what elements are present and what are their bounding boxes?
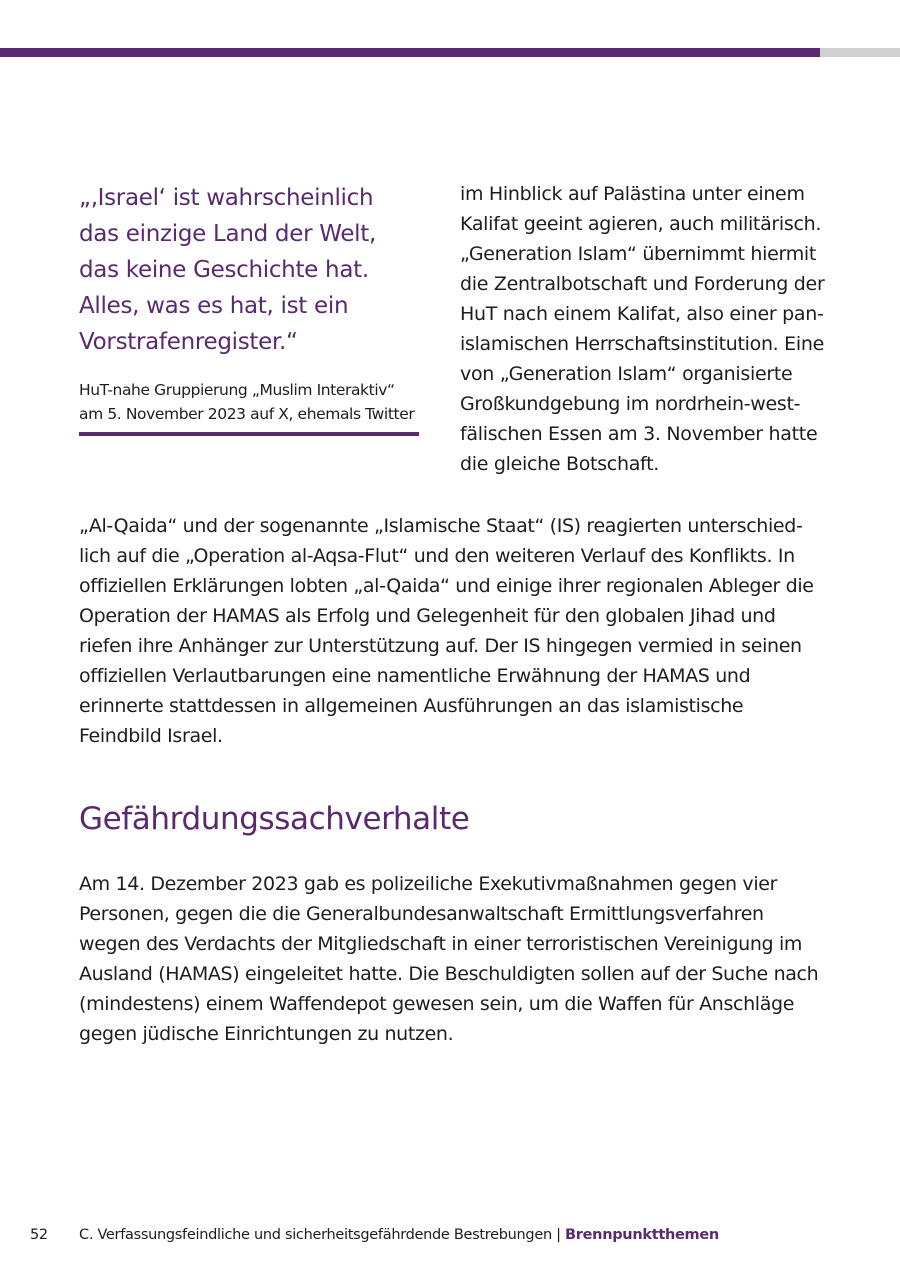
header-accent-bar bbox=[0, 48, 820, 57]
quote-text: „‚Israel‘ ist wahrscheinlich das einzige Land der Welt, das keine Geschichte hat. Alles, was es hat, ist ein Vorstrafenregister.“ bbox=[79, 185, 377, 355]
header-grey-bar bbox=[820, 48, 900, 57]
footer-section: Brennpunktthemen bbox=[565, 1227, 719, 1243]
footer-chapter: C. Verfassungsfeindliche und sicherheitsgefährdende Bestrebungen | bbox=[79, 1227, 566, 1243]
right-column-text: im Hinblick auf Palästina unter einem Kalifat geeint agieren, auch militärisch. „Generation Islam“ übernimmt hiermit die Zentralbotschaft und Forderung der HuT nach einem Kalifat, also einer panislamischen Herrschaftsinstitution. Eine von „Generation Islam“ organisierte Großkundgebung im nordrhein-westfälischen Essen am 3. November hatte die gleiche Botschaft. bbox=[460, 183, 825, 475]
pull-quote bbox=[79, 180, 419, 436]
section-heading: Gefährdungssachverhalte bbox=[79, 801, 470, 837]
quote-source: HuT-nahe Gruppierung „Muslim Interaktiv“ am 5. November 2023 auf X, ehemals Twitter bbox=[79, 381, 415, 423]
paragraph-alqaida: „Al-Qaida“ und der sogenannte „Islamische Staat“ (IS) reagierten unterschiedlich auf die „Operation al-Aqsa-Flut“ und den weiteren Verlauf des Konflikts. In offiziellen Erklärungen lobten „al-Qaida“ und einige ihrer regionalen Ableger die Operation der HAMAS als Erfolg und Gelegenheit für den globalen Jihad und riefen ihre Anhänger zur Unterstützung auf. Der IS hingegen vermied in seinen offiziellen Verlautbarungen eine namentliche Erwähnung der HAMAS und erinnerte stattdessen in allgemeinen Ausführungen an das islamistische Feindbild Israel. bbox=[79, 515, 814, 747]
page-number: 52 bbox=[30, 1227, 48, 1243]
footer-running-title bbox=[79, 1224, 719, 1246]
quote-divider bbox=[79, 432, 419, 436]
paragraph-gefaehrdung: Am 14. Dezember 2023 gab es polizeiliche Exekutivmaßnahmen gegen vier Personen, gegen die die Generalbundesanwaltschaft Ermittlungsverfahren wegen des Verdachts der Mitgliedschaft in einer terroristischen Vereinigung im Ausland (HAMAS) eingeleitet hatte. Die Beschuldigten sollen auf der Suche nach (mindestens) einem Waffendepot gewesen sein, um die Waffen für Anschläge gegen jüdische Einrichtungen zu nutzen. bbox=[79, 873, 819, 1045]
